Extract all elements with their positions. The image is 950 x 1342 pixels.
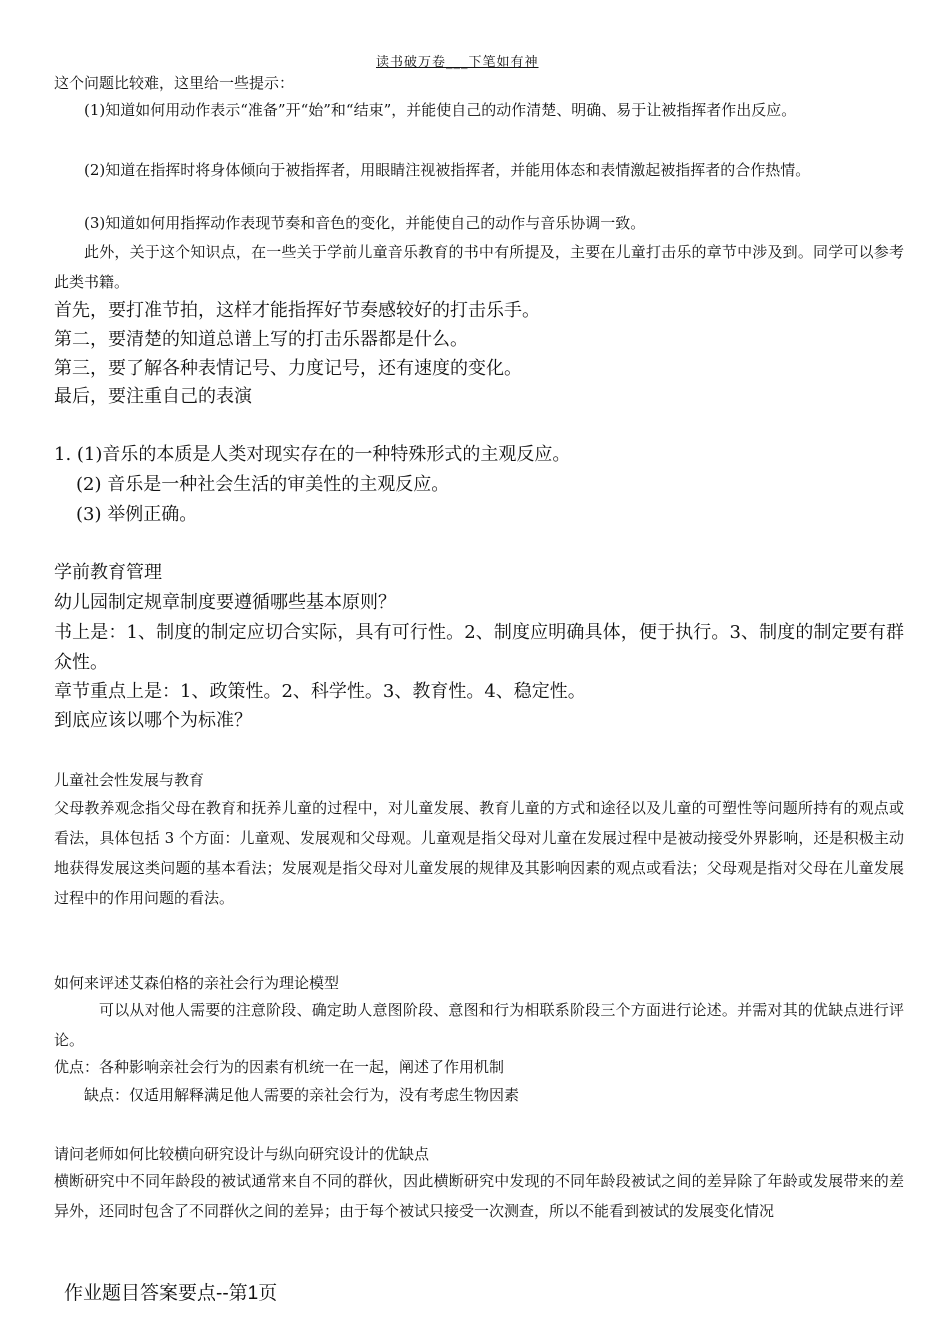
step-3: 第三，要了解各种表情记号、力度记号，还有速度的变化。: [54, 358, 522, 379]
page-footer: 作业题目答案要点--第1页: [64, 1283, 278, 1304]
hint-2: (2)知道在指挥时将身体倾向于被指挥者，用眼睛注视被指挥者，并能用体态和表情激起被指挥者的合作热情。: [84, 161, 811, 179]
music-answer-3: (3) 举例正确。: [76, 504, 198, 525]
research-body: 横断研究中不同年龄段的被试通常来自不同的群伙，因此横断研究中发现的不同年龄段被试之间的差异除了年龄或发展带来的差异外，还同时包含了不同群伙之间的差异；由于每个被试只接受一次测查，所以不能看到被试的发展变化情况: [54, 1172, 904, 1220]
step-4: 最后，要注重自己的表演: [54, 386, 252, 407]
management-title: 学前教育管理: [54, 562, 162, 583]
social-body: 父母教养观念指父母在教育和抚养儿童的过程中，对儿童发展、教育儿童的方式和途径以及儿童的可塑性等问题所持有的观点或看法，具体包括 3 个方面：儿童观、发展观和父母观。儿童观是指父母对儿童在发展过程中是被动接受外界影响，还是积极主动地获得发展这类问题的基本看法；发展观是指父母对儿童发展的规律及其影响因素的观点或看法；父母观是指对父母在儿童发展过程中的作用问题的看法。: [54, 799, 904, 907]
eisenberg-title: 如何来评述艾森伯格的亲社会行为理论模型: [54, 974, 340, 992]
social-title: 儿童社会性发展与教育: [54, 771, 205, 789]
step-2: 第二，要清楚的知道总谱上写的打击乐器都是什么。: [54, 329, 468, 350]
management-ask: 到底应该以哪个为标准？: [54, 710, 252, 731]
page-header: 读书破万卷___下笔如有神: [376, 55, 539, 70]
management-book: 书上是：1、制度的制定应切合实际，具有可行性。2、制度应明确具体，便于执行。3、制度的制定要有群众性。: [54, 622, 904, 673]
step-1: 首先，要打准节拍，这样才能指挥好节奏感较好的打击乐手。: [54, 300, 540, 321]
eisenberg-pros: 优点：各种影响亲社会行为的因素有机统一在一起，阐述了作用机制: [54, 1058, 505, 1076]
hints-intro: 这个问题比较难，这里给一些提示：: [54, 74, 295, 92]
management-chapter: 章节重点上是：1、政策性。2、科学性。3、教育性。4、稳定性。: [54, 681, 586, 702]
research-title: 请问老师如何比较横向研究设计与纵向研究设计的优缺点: [54, 1145, 430, 1163]
eisenberg-body: 可以从对他人需要的注意阶段、确定助人意图阶段、意图和行为相联系阶段三个方面进行论述。并需对其的优缺点进行评论。: [54, 1001, 904, 1049]
music-answer-2: (2) 音乐是一种社会生活的审美性的主观反应。: [76, 474, 450, 495]
eisenberg-cons: 缺点：仅适用解释满足他人需要的亲社会行为，没有考虑生物因素: [84, 1086, 520, 1104]
hints-extra: 此外，关于这个知识点，在一些关于学前儿童音乐教育的书中有所提及，主要在儿童打击乐的章节中涉及到。同学可以参考此类书籍。: [54, 243, 904, 291]
management-question: 幼儿园制定规章制度要遵循哪些基本原则？: [54, 592, 396, 613]
music-answer-1: 1. (1)音乐的本质是人类对现实存在的一种特殊形式的主观反应。: [54, 444, 571, 465]
hint-1: (1)知道如何用动作表示“准备”开“始”和“结束”，并能使自己的动作清楚、明确、易于让被指挥者作出反应。: [84, 101, 797, 119]
hint-3: (3)知道如何用指挥动作表现节奏和音色的变化，并能使自己的动作与音乐协调一致。: [84, 214, 646, 232]
